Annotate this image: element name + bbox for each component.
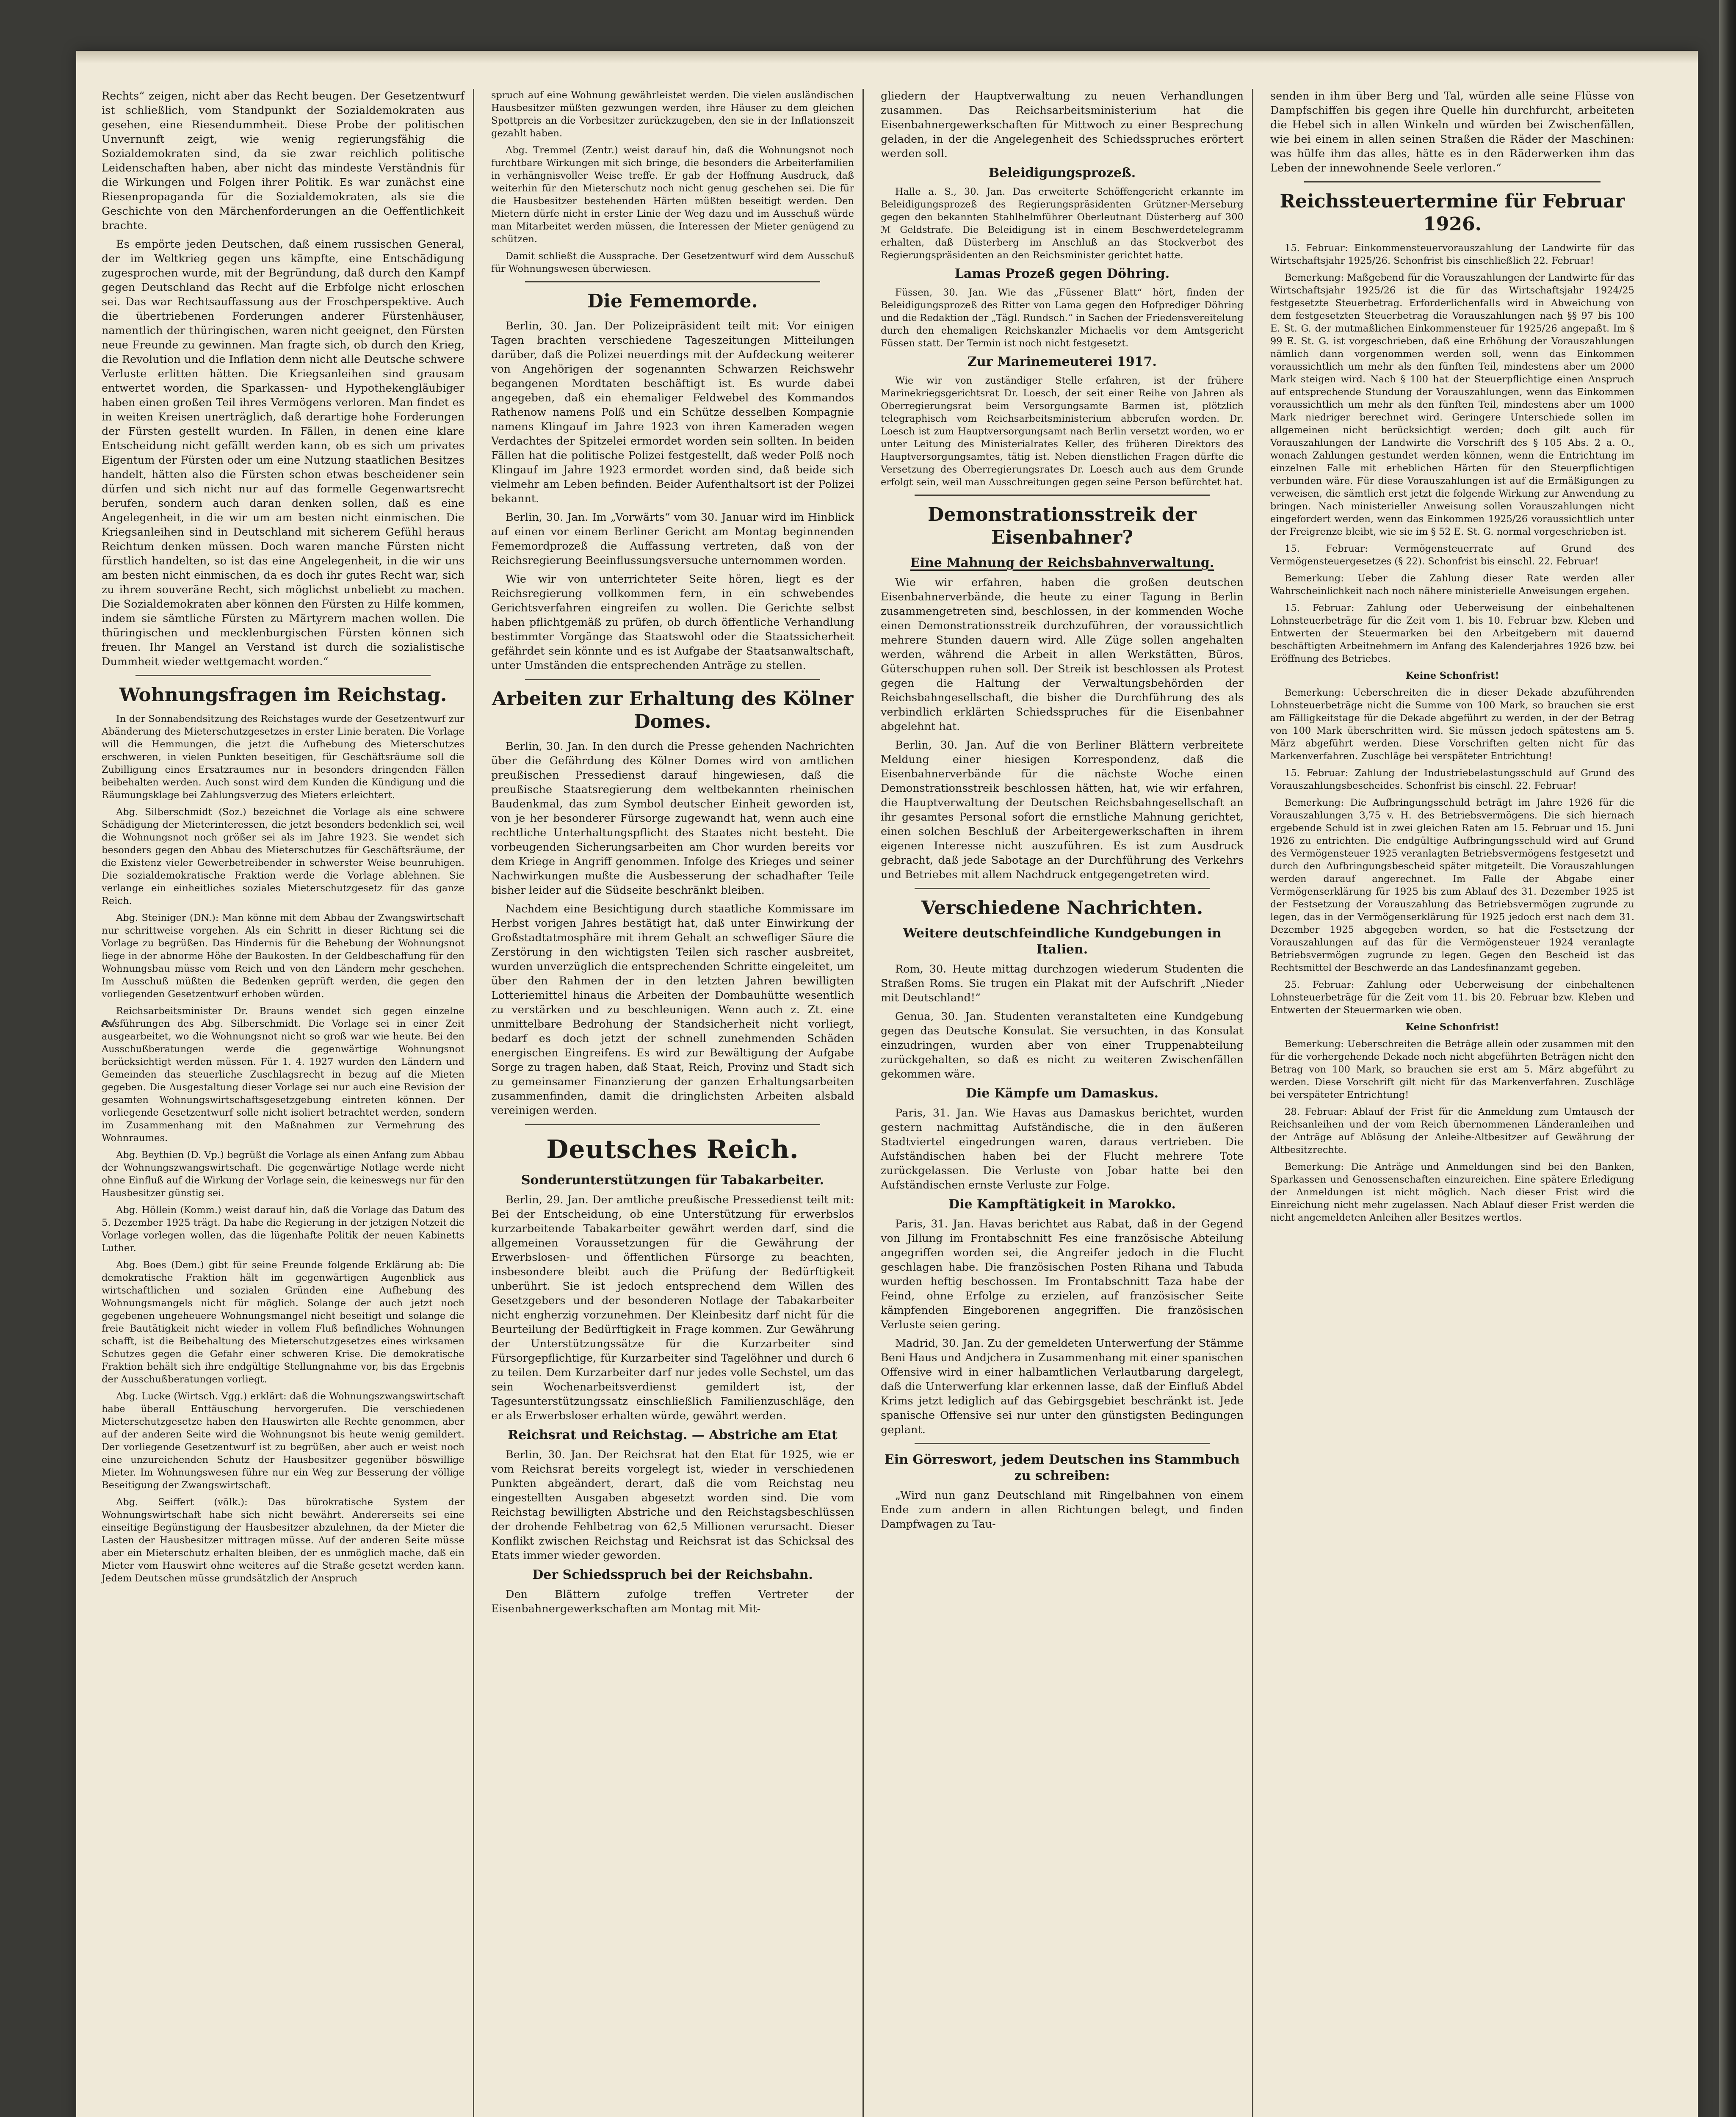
article-paragraph: senden in ihm über Berg und Tal, würden alle seine Flüsse von Dampfschiffen bis gegen ihre Quelle hin durchfurcht, arbeiteten die Hebel sich in allen Winkeln und würden bei Zwischenfällen, wie bei einem in allen seinen Straßen die Räder der Maschinen: was hülfe ihm das alles, hätte es in den Räderwerken ihm das Leben der innewohnende Seele verloren.“ <box>1270 90 1634 174</box>
page-top-edge <box>76 51 1698 64</box>
column-1 <box>97 89 474 2117</box>
section-divider <box>525 679 820 680</box>
subhead-goerreswort: Ein Görreswort, jedem Deutschen ins Stammbuch zu schreiben: <box>884 1452 1240 1483</box>
subhead-reichsrat: Reichsrat und Reichstag. — Abstriche am Etat <box>508 1428 838 1443</box>
tax-item: 25. Februar: Zahlung oder Ueberweisung der einbehaltenen Lohnsteuerbeträge für die Zeit vom 11. bis 20. Februar bzw. Kleben und Entwerten der Steuermarken wie oben. <box>1270 979 1634 1016</box>
article-paragraph: Reichsarbeitsminister Dr. Brauns wendet sich gegen einzelne Ausführungen des Abg. Silberschmidt. Die Vorlage sei in einer Zeit ausgearbeitet, wo die Wohnungsnot nicht so groß war wie heute. Bei den Ausschußberatungen werde die gegenwärtige Wohnungsnot berücksichtigt werden müssen. Für 1. 4. 1927 wurden den Ländern und Gemeinden das steuerliche Zuschlagsrecht in bezug auf die Mieten gegeben. Die Ausgestaltung dieser Vorlage sei nur auch eine Revision der gesamten Wohnungswirtschaftsgesetzgebung eintreten können. Der vorliegende Gesetzentwurf solle nicht isoliert betrachtet werden, sondern im Zusammenhang mit den Maßnahmen zur Vermehrung des Wohnraumes. <box>102 1006 464 1144</box>
article-paragraph: Nachdem eine Besichtigung durch staatliche Kommissare im Herbst vorigen Jahres bestätigt hat, daß unter Einwirkung der Großstadtatmosphäre mit ihrem Gehalt an schwefliger Säure die Zerstörung in den wichtigsten Teilen sich rascher ausbreitet, wurden unverzüglich die entsprechenden Schritte eingeleitet, um über den Rahmen der in den letzten Jahren bewilligten Lotteriemittel hinaus die Arbeiten der Dombauhütte wesentlich zu verstärken und zu beschleunigen. Wenn auch z. Zt. eine unmittelbare Bedrohung der Standsicherheit nicht vorliegt, bedarf es doch jetzt der schnell zunehmenden Schäden energischen Eingreifens. Es wird zur Bewältigung der Aufgabe Sorge zu tragen haben, daß Staat, Reich, Provinz und Stadt sich zu gemeinsamer Finanzierung der ganzen Erhaltungsarbeiten zusammenfinden, damit die dringlichsten Arbeiten alsbald vereinigen werden. <box>491 903 854 1117</box>
subhead-italien: Weitere deutschfeindliche Kundgebungen in Italien. <box>903 926 1222 957</box>
no-grace-period-note: Keine Schonfrist! <box>1405 1022 1499 1033</box>
article-paragraph: Halle a. S., 30. Jan. Das erweiterte Schöffengericht erkannte im Beleidigungsprozeß des Regierungspräsidenten Grützner-Merseburg gegen den bekannten Stahlhelmführer Oberleutnant Düsterberg auf 300 ℳ Geldstrafe. Die Beleidigung ist in einem Beschwerdetelegramm erhalten, daß Düsterberg im Anschluß an das Stockverbot des Regierungspräsidenten an den Reichsminister gerichtet hatte. <box>881 186 1244 261</box>
article-paragraph: Berlin, 30. Jan. Im „Vorwärts“ vom 30. Januar wird im Hinblick auf einen vor einem Berliner Gericht am Montag beginnenden Fememordprozeß die Auffassung vertreten, daß von der Reichsregierung Beeinflussungsversuche unternommen worden. <box>491 511 854 567</box>
scanner-edge <box>1719 0 1736 2117</box>
section-divider <box>135 675 431 676</box>
headline-demonstrationsstreik: Demonstrationsstreik der Eisenbahner? <box>928 504 1197 548</box>
article-paragraph: Berlin, 30. Jan. Der Polizeipräsident teilt mit: Vor einigen Tagen brachten verschiedene Tageszeitungen Mitteilungen darüber, daß die Polizei neuerdings mit der Aufdeckung weiterer von Angehörigen der sogenannten Schwarzen Reichswehr begangenen Mordtaten beschäftigt ist. Es wurde dabei angegeben, daß ein ehemaliger Feldwebel des Kommandos Rathenow namens Polß und ein Schütze desselben Kompagnie namens Klingauf im Jahre 1923 von ihren Kameraden wegen Verdachtes der Spitzelei ermordet worden sein sollten. In beiden Fällen hat die politische Polizei festgestellt, daß weder Polß noch Klingauf im Jahre 1923 ermordet worden sind, daß beide sich vielmehr am Leben befinden. Beider Aufenthaltsort ist der Polizei bekannt. <box>491 320 854 505</box>
subhead-beleidigungsprozess: Beleidigungsprozeß. <box>988 166 1136 180</box>
article-paragraph: Den Blättern zufolge treffen Vertreter der Eisenbahnergewerkschaften am Montag mit Mit- <box>491 1588 854 1615</box>
article-paragraph: Abg. Höllein (Komm.) weist darauf hin, daß die Vorlage das Datum des 5. Dezember 1925 trägt. Da habe die Regierung in der jetzigen Notzeit die Vorlage vorlegen wollen, das die lügenhafte Politik der neuen Kabinetts Luther. <box>102 1205 464 1254</box>
tax-note: Bemerkung: Ueberschreiten die in dieser Dekade abzuführenden Lohnsteuerbeträge nicht die Summe von 100 Mark, so brauchen sie erst am Fälligkeitstage für die Dekade abgeführt zu werden, in der der Betrag von 100 Mark überschritten wird. Sie müssen jedoch spätestens am 5. März abgeführt werden. Diese Vorschriften gelten nicht für das Markenverfahren. Zuschläge bei verspäteter Entrichtung! <box>1270 687 1634 762</box>
tax-note: Bemerkung: Maßgebend für die Vorauszahlungen der Landwirte für das Wirtschaftsjahr 1925/26 ist die für das Wirtschaftsjahr 1924/25 festgesetzte Steuerbetrag. Erforderlichenfalls wird in Abweichung von dem festgesetzten Steuerbetrag die Vorauszahlungen nach §§ 97 bis 100 E. St. G. der mutmaßlichen Einkommensteuer für 1925/26 angepaßt. Im § 99 E. St. G. ist vorgeschrieben, daß eine Erhöhung der Vorauszahlungen nämlich dann vorgenommen werden soll, wenn das Einkommen voraussichtlich um mehr als den fünften Teil, mindestens aber um 2000 Mark steigen wird. Nach § 100 hat der Steuerpflichtige einen Anspruch auf entsprechende Stundung der Vorauszahlungen, wenn das Einkommen voraussichtlich um mehr als den fünften Teil, mindestens aber um 1000 Mark niedriger berechnet wird. Geringere Unterschiede sollen im allgemeinen nicht berücksichtigt werden; doch gilt auch für Vorauszahlungen der Landwirte die Vorschrift des § 105 Abs. 2 a. O., wonach Zahlungen gestundet werden können, wenn die Entrichtung im einzelnen Falle mit erheblichen Härten für den Steuerpflichtigen verbunden wäre. Für diese Vorauszahlungen ist auf die Ermäßigungen zu verweisen, die sämtlich erst jetzt die folgende Wirkung zur Anwendung zu bringen. Nach ministerieller Anweisung sollen Vorauszahlungen nicht eingefordert werden, wenn das Einkommen 1925/26 voraussichtlich unter der Freigrenze bleibt, wie sie im § 52 E. St. G. normal vorgeschrieben ist. <box>1270 272 1634 537</box>
column-2 <box>487 89 864 2117</box>
article-paragraph: Paris, 31. Jan. Havas berichtet aus Rabat, daß in der Gegend von Jillung im Frontabschnitt Fes eine französische Abteilung angegriffen worden sei, die Angreifer jedoch in die Flucht geschlagen habe. Die französischen Posten Rihana und Tabuda wurden heftig beschossen. Im Frontabschnitt Taza habe der Feind, ohne Erfolge zu erzielen, auf französischer Seite kämpfenden Eingeborenen angegriffen. Die französischen Verluste seien gering. <box>881 1218 1244 1331</box>
section-divider <box>525 281 820 282</box>
tax-note: Bemerkung: Ueber die Zahlung dieser Rate werden aller Wahrscheinlichkeit nach noch nähere ministerielle Anweisungen ergehen. <box>1270 573 1634 597</box>
article-paragraph: Damit schließt die Aussprache. Der Gesetzentwurf wird dem Ausschuß für Wohnungswesen überwiesen. <box>491 251 854 274</box>
article-paragraph: Rom, 30. Heute mittag durchzogen wiederum Studenten die Straßen Roms. Sie trugen ein Plakat mit der Aufschrift „Nieder mit Deutschland!“ <box>881 963 1244 1004</box>
section-divider <box>915 495 1210 496</box>
subhead-schiedsspruch: Der Schiedsspruch bei der Reichsbahn. <box>532 1567 813 1582</box>
no-grace-period-note: Keine Schonfrist! <box>1405 670 1499 681</box>
tax-note: Bemerkung: Die Aufbringungsschuld beträgt im Jahre 1926 für die Vorauszahlungen 3,75 v. H. des Betriebsvermögens. Die sich hiernach ergebende Schuld ist in zwei gleichen Raten am 15. Februar und 15. Juni 1926 zu entrichten. Die endgültige Aufbringungsschuld wird auf Grund des Vermögensteuer 1925 veranlagten Betriebsvermögens festgesetzt und durch den Aufbringungsbescheid später mitgeteilt. Die Vorauszahlungen werden darauf angerechnet. Im Falle der Abgabe einer Vermögenserklärung für 1925 bis zum Ablauf des 31. Dezember 1925 ist der Festsetzung der Vorauszahlung das Betriebsvermögen zugrunde zu legen, das in der Vermögenserklärung für 1925 jedoch erst nach dem 31. Dezember 1925 abgegeben worden, so hat die Festsetzung der Vorauszahlungen auf das für die Vermögensteuer 1924 veranlagte Betriebsvermögen zugrunde zu legen. Gegen den Bescheid ist das Rechtsmittel der Beschwerde an das Landesfinanzamt gegeben. <box>1270 797 1634 973</box>
article-paragraph: Wie wir von unterrichteter Seite hören, liegt es der Reichsregierung vollkommen fern, in ein schwebendes Gerichtsverfahren eingreifen zu wollen. Die Gerichte selbst haben pflichtgemäß zu prüfen, ob durch öffentliche Verhandlung bestimmter Vorgänge das Staatswohl oder die Staatssicherheit gefährdet sein könnte und es ist Aufgabe der Staatsanwaltschaft, unter Umständen die entsprechenden Anträge zu stellen. <box>491 573 854 672</box>
article-paragraph: In der Sonnabendsitzung des Reichstages wurde der Gesetzentwurf zur Abänderung des Mieterschutzgesetzes in erster Linie beraten. Die Vorlage will die Hemmungen, die jetzt die Aufhebung des Mieterschutzes erschweren, in vielen Punkten beseitigen, für Geschäftsräume soll die Zubilligung eines Ersatzraumes nur in besonders dringenden Fällen beibehalten werden. Auch sonst wird dem Kunden die Kündigung und die Räumungsklage bei Zahlungsverzug des Mieters erleichtert. <box>102 713 464 801</box>
subhead-damaskus: Die Kämpfe um Damaskus. <box>965 1086 1159 1101</box>
article-paragraph: Wie wir von zuständiger Stelle erfahren, ist der frühere Marinekriegsgerichtsrat Dr. Loesch, der seit einer Reihe von Jahren als Oberregierungsrat beim Versorgungsamte Barmen ist, plötzlich telegraphisch vom Reichsarbeitsministerium abberufen worden. Dr. Loesch ist zum Hauptversorgungsamt nach Berlin versetzt worden, wo er unter Leitung des Ministerialrates Keller, des früheren Direktors des Hauptversorgungsamtes, tätig ist. Neben dienstlichen Fragen dürfte die Versetzung des Oberregierungsrates Dr. Loesch auch aus dem Grunde erfolgt sein, weil man Ausschreitungen gegen seine Person befürchtet hat. <box>881 375 1244 488</box>
column-4 <box>1266 89 1643 2117</box>
section-divider <box>1304 181 1601 182</box>
headline-fememorde: Die Fememorde. <box>587 290 758 312</box>
article-paragraph: Abg. Lucke (Wirtsch. Vgg.) erklärt: daß die Wohnungszwangswirtschaft habe überall Enttäuschung hervorgerufen. Die verschiedenen Mieterschutzgesetze haben den Hauswirten alle Rechte genommen, aber auf der anderen Seite wird die Wohnungsnot bis heute wenig gemildert. Der vorliegende Gesetzentwurf ist zu begrüßen, aber auch er weist noch eine unzureichenden Schutz der Hausbesitzer gegenüber böswillige Mieter. Im Wohnungswesen führe nur ein Weg zur Besserung der völlige Beseitigung der Zwangswirtschaft. <box>102 1391 464 1491</box>
article-paragraph: Wie wir erfahren, haben die großen deutschen Eisenbahnerverbände, die heute zu einer Tagung in Berlin zusammengetreten sind, beschlossen, in der kommenden Woche einen Demonstrationsstreik durchzuführen, der voraussichtlich mehrere Stunden dauern wird. Alle Züge sollen angehalten werden, während die Arbeit in allen Werkstätten, Büros, Güterschuppen ruhen soll. Der Streik ist beschlossen als Protest gegen die Haltung der Verwaltungsbehörden der Reichsbahngesellschaft, die bisher die Durchführung des als verbindlich erklärten Schiedsspruches für die Eisenbahner abgelehnt hat. <box>881 576 1244 733</box>
headline-reichssteuertermine: Reichssteuertermine für Februar 1926. <box>1280 191 1625 235</box>
subhead-marokko: Die Kampftätigkeit in Marokko. <box>948 1197 1176 1212</box>
tax-item: 15. Februar: Zahlung oder Ueberweisung der einbehaltenen Lohnsteuerbeträge für die Zeit vom 1. bis 10. Februar bzw. Kleben und Entwerten der Steuermarken bei den Arbeitgebern mit dauernd beschäftigten Arbeitnehmern im Anfang des Kalenderjahres 1926 bzw. bei Eröffnung des Betriebes. <box>1270 602 1634 664</box>
tax-note: Bemerkung: Ueberschreiten die Beträge allein oder zusammen mit den für die vorhergehende Dekade noch nicht abgeführten Beträgen nicht den Betrag von 100 Mark, so brauchen sie erst am 5. März abgeführt zu werden. Diese Vorschrift gilt nicht für das Markenverfahren. Zuschläge bei verspäteter Entrichtung! <box>1270 1039 1634 1100</box>
subhead-tabakarbeiter: Sonderunterstützungen für Tabakarbeiter. <box>521 1173 824 1188</box>
subhead-lama-prozess: Lamas Prozeß gegen Döhring. <box>954 266 1170 281</box>
article-paragraph: Rechts“ zeigen, nicht aber das Recht beugen. Der Gesetzentwurf ist schließlich, vom Standpunkt der Sozialdemokraten aus gesehen, eine Riesendummheit. Diese Probe der politischen Unvernunft zeigt, wie wenig regierungsfähig die Sozialdemokraten sind, da sie zwar reichlich politische Leidenschaften haben, aber nicht das mindeste Verständnis für die Wirkungen und Folgen ihrer Politik. Es war zunächst eine Riesenpropaganda für die Sozialdemokraten, als sie die Geschichte von den Märchenforderungen an die Oeffentlichkeit brachte. <box>102 90 464 232</box>
subhead-marinemeuterei: Zur Marinemeuterei 1917. <box>968 354 1157 369</box>
newspaper-page <box>76 51 1698 2117</box>
article-paragraph: Abg. Steiniger (DN.): Man könne mit dem Abbau der Zwangswirtschaft nur schrittweise vorgehen. Als ein Schritt in dieser Richtung sei die Vorlage zu begrüßen. Das Hindernis für die Behebung der Wohnungsnot liege in der abnorme Höhe der Baukosten. In der Geldbeschaffung für den Wohnungsbau müsse vom Reich und von den Ländern mehr geschehen. Im Ausschuß müßten die Bedenken geprüft werden, die gegen den vorliegenden Gesetzentwurf erhoben würden. <box>102 912 464 1000</box>
column-3 <box>876 89 1253 2117</box>
article-paragraph: Berlin, 29. Jan. Der amtliche preußische Pressedienst teilt mit: Bei der Entscheidung, ob eine Unterstützung für erwerbslos kurzarbeitende Tabakarbeiter gewährt werden darf, sind die allgemeinen Voraussetzungen für die Gewährung der Erwerbslosen- und öffentlichen Fürsorge zu beachten, insbesondere bleibt auch die Prüfung der Bedürftigkeit unberührt. Sie ist jedoch entsprechend dem Willen des Gesetzgebers und der besonderen Notlage der Tabakarbeiter nicht engherzig vorzunehmen. Der Kleinbesitz darf nicht für die Beurteilung der Bedürftigkeit in Frage kommen. Zur Gewährung der Unterstützungssätze für die Kurzarbeiter sind Fürsorgepflichtige, für Kurzarbeiter sind Tagelöhner und durch 6 zu teilen. Dem Kurzarbeiter darf nur jedes volle Sechstel, um das sein Wochenarbeitsverdienst gemildert ist, der Tagesunterstützungssatz einschließlich Familienzuschläge, den er als Erwerbsloser erhalten würde, gewährt werden. <box>491 1194 854 1422</box>
article-paragraph: Abg. Silberschmidt (Soz.) bezeichnet die Vorlage als eine schwere Schädigung der Mieterinteressen, die jetzt besonders bedenklich sei, weil die Wohnungsnot noch größer sei als im Jahre 1923. Sie wendet sich besonders gegen den Abbau des Mieterschutzes für Geschäftsräume, der die Existenz vieler Gewerbetreibender in schwerster Weise beunruhigen. Die sozialdemokratische Fraktion werde die Vorlage ablehnen. Sie verlange ein einheitliches soziales Mieterschutzgesetz für das ganze Reich. <box>102 807 464 906</box>
tax-item: 15. Februar: Zahlung der Industriebelastungsschuld auf Grund des Vorauszahlungsbescheides. Schonfrist bis einschl. 22. Februar! <box>1270 768 1634 791</box>
headline-deutsches-reich: Deutsches Reich. <box>546 1135 799 1164</box>
tax-item: 15. Februar: Vermögensteuerrate auf Grund des Vermögensteuergesetzes (§ 22). Schonfrist bis einschl. 22. Februar! <box>1270 543 1634 567</box>
article-paragraph: Berlin, 30. Jan. Der Reichsrat hat den Etat für 1925, wie er vom Reichsrat bereits vorgelegt ist, wieder in verschiedenen Punkten abgeändert, derart, daß die vom Reichstag neu eingestellten Ausgaben abgesetzt worden sind. Die vom Reichstag bewilligten Abstriche und den Reichstagsbeschlüssen der drohende Fehlbetrag von 62,5 Millionen verursacht. Dieser Konflikt zwischen Reichstag und Reichsrat ist das Schicksal des Etats immer wieder geworden. <box>491 1448 854 1562</box>
article-paragraph: gliedern der Hauptverwaltung zu neuen Verhandlungen zusammen. Das Reichsarbeitsministerium hat die Eisenbahnergewerkschaften für Mittwoch zu einer Besprechung geladen, in der die Angelegenheit des Schiedsspruches erörtert werden soll. <box>881 90 1244 160</box>
article-paragraph: Abg. Beythien (D. Vp.) begrüßt die Vorlage als einen Anfang zum Abbau der Wohnungszwangswirtschaft. Die gegenwärtige Notlage werde nicht ohne Einfluß auf die Wirkung der Vorlage sein, die keineswegs nur für den Hausbesitzer günstig sei. <box>102 1150 464 1199</box>
article-paragraph: Berlin, 30. Jan. In den durch die Presse gehenden Nachrichten über die Gefährdung des Kölner Domes wird von amtlichen preußischen Pressedienst darauf hingewiesen, daß die preußische Staatsregierung dem weltbekannten rheinischen Baudenkmal, das zum Symbol deutscher Einheit geworden ist, von je her besonderer Fürsorge zugewandt hat, wenn auch eine rechtliche Unterhaltungspflicht des Staates nicht besteht. Die vorbeugenden Sicherungsarbeiten am Chor wurden bereits vor dem Kriege in Angriff genommen. Infolge des Krieges und seiner Nachwirkungen mußte die Ausbesserung der schadhafter Teile bisher leider auf die Südseite beschränkt bleiben. <box>491 740 854 897</box>
article-paragraph: Füssen, 30. Jan. Wie das „Füssener Blatt“ hört, finden der Beleidigungsprozeß des Ritter von Lama gegen den Hofprediger Döhring und die Redaktion der „Tägl. Rundsch.“ in Sachen der Friedensvereitelung durch den ehemaligen Reichskanzler Michaelis vor dem Amtsgericht Füssen statt. Der Termin ist noch nicht festgesetzt. <box>881 287 1244 349</box>
pencil-mark-icon <box>99 1014 118 1032</box>
column-grid <box>97 89 1672 2117</box>
article-paragraph: „Wird nun ganz Deutschland mit Ringelbahnen von einem Ende zum andern in allen Richtungen belegt, und finden Dampfwagen zu Tau- <box>881 1489 1244 1531</box>
article-paragraph: Madrid, 30. Jan. Zu der gemeldeten Unterwerfung der Stämme Beni Haus und Andjchera in Zusammenhang mit einer spanischen Offensive wird in einer halbamtlichen Verlautbarung dargelegt, daß die Unterwerfung klar erkennen lasse, daß der Einfluß Abdel Krims jetzt lediglich auf das Gebirgsgebiet beschränkt ist. Jede spanische Offensive sei nur unter den günstigsten Bedingungen geplant. <box>881 1337 1244 1436</box>
article-paragraph: Abg. Tremmel (Zentr.) weist darauf hin, daß die Wohnungsnot noch furchtbare Wirkungen mit sich bringe, die besonders die Arbeiterfamilien in verhängnisvoller Weise treffe. Er gab der Hoffnung Ausdruck, daß weiterhin für den Mieterschutz noch nicht genug geschehen sei. Die für die Hausbesitzer bestehenden Härten müßten beseitigt werden. Den Mietern dürfe nicht in erster Linie der Weg dazu und im Ausschuß würde man Mitarbeitet werden müssen, die Interessen der Mieter genügend zu schützen. <box>491 145 854 245</box>
section-divider <box>915 888 1210 889</box>
section-divider <box>915 1443 1210 1444</box>
article-paragraph: Berlin, 30. Jan. Auf die von Berliner Blättern verbreitete Meldung einer hiesigen Korrespondenz, daß die Eisenbahnerverbände für die nächste Woche einen Demonstrationsstreik beschlossen hätten, hat, wie wir erfahren, die Hauptverwaltung der Deutschen Reichsbahngesellschaft an ihr gesamtes Personal sofort die ernstliche Mahnung gerichtet, einen solchen Beschluß der Arbeitergewerkschaften in ihrem eigenen Interesse nicht auszuführen. Es ist zum Ausdruck gebracht, daß jede Sabotage an der Durchführung des Verkehrs und Betriebes mit allem Nachdruck entgegengetreten wird. <box>881 739 1244 881</box>
headline-verschiedene-nachrichten: Verschiedene Nachrichten. <box>921 897 1203 919</box>
article-paragraph: spruch auf eine Wohnung gewährleistet werden. Die vielen ausländischen Hausbesitzer müßten gezwungen werden, ihre Häuser zu dem gleichen Spottpreis an die Vorbesitzer zurückzugeben, den sie in der Inflationszeit gezahlt haben. <box>491 90 854 139</box>
tax-item: 15. Februar: Einkommensteuervorauszahlung der Landwirte für das Wirtschaftsjahr 1925/26. Schonfrist bis einschließlich 22. Februar! <box>1270 243 1634 266</box>
article-paragraph: Abg. Seiffert (völk.): Das bürokratische System der Wohnungswirtschaft habe sich nicht bewährt. Andererseits sei eine einseitige Begünstigung der Hausbesitzer abzulehnen, da der Mieter die Lasten der Hausbesitzer mittragen müsse. Auf der anderen Seite müsse aber ein Mieterschutz erhalten bleiben, der es unmöglich mache, daß ein Mieter vom Hauswirt ohne weiteres auf die Straße gesetzt werden kann. Jedem Deutschen müsse grundsätzlich der Anspruch <box>102 1497 464 1584</box>
tax-item: 28. Februar: Ablauf der Frist für die Anmeldung zum Umtausch der Reichsanleihen und der vom Reich übernommenen Länderanleihen und der Anträge auf Ablösung der Anleihe-Altbesitzer auf Gewährung der Altbesitzrechte. <box>1270 1106 1634 1155</box>
article-paragraph: Paris, 31. Jan. Wie Havas aus Damaskus berichtet, wurden gestern nachmittag Aufständische, die in den äußeren Stadtviertel eingedrungen waren, daraus vertrieben. Die Aufständischen haben bei der Flucht mehrere Tote zurückgelassen. Die Verluste von Jobar hatte bei den Aufständischen ernste Verluste zur Folge. <box>881 1107 1244 1191</box>
section-divider <box>525 1124 820 1125</box>
article-paragraph: Abg. Boes (Dem.) gibt für seine Freunde folgende Erklärung ab: Die demokratische Fraktion hält im gegenwärtigen Augenblick aus wirtschaftlichen und sozialen Gründen eine Aufhebung des Wohnungsmangels nicht für möglich. Solange der auch jetzt noch gegebenen ungeheuere Wohnungsmangel nicht beseitigt und solange die freie Bautätigkeit nicht wieder in vollem Fluß befindliches Wohnungen schafft, ist die Beibehaltung des Mieterschutzgesetzes eines wirksamen Schutzes gegen die Gefahr einer schweren Krise. Die demokratische Fraktion behält sich ihre endgültige Stellungnahme vor, bis das Ergebnis der Ausschußberatungen vorliegt. <box>102 1260 464 1385</box>
subhead-mahnung: Eine Mahnung der Reichsbahnverwaltung. <box>910 556 1214 570</box>
headline-wohnungsfragen: Wohnungsfragen im Reichstag. <box>119 684 447 706</box>
tax-note: Bemerkung: Die Anträge und Anmeldungen sind bei den Banken, Sparkassen und Genossenschaften einzureichen. Eine spätere Erledigung der Anmeldungen ist nicht möglich. Nach dieser Frist wird die Einreichung nicht mehr zugelassen. Nach Ablauf dieser Frist werden die nicht angemeldeten Anleihen aller Besitzes wertlos. <box>1270 1161 1634 1223</box>
headline-koelner-dom: Arbeiten zur Erhaltung des Kölner Domes. <box>492 688 854 732</box>
article-paragraph: Es empörte jeden Deutschen, daß einem russischen General, der im Weltkrieg gegen uns kämpfte, eine Entschädigung zugesprochen wurde, mit der Begründung, daß durch den Kampf gegen Deutschland das Recht auf die Erbfolge nicht erloschen sei. Das war Rechtsauffassung aus der Froschperspektive. Auch die übertriebenen Forderungen anderer Fürstenhäuser, namentlich der thüringischen, waren nicht geeignet, den Fürsten neue Freunde zu gewinnen. Man fragte sich, ob durch den Krieg, die Revolution und die Inflation denn nicht alle Deutsche schwere Verluste erlitten hätten. Die Kriegsanleihen sind grausam entwertet worden, die Sparkassen- und Hypothekengläubiger haben einen großen Teil ihres Vermögens verloren. Man findet es in weiten Kreisen unerträglich, daß derartige hohe Forderungen der Fürsten gestellt wurden. In Fällen, in denen eine klare Entscheidung nicht gefällt werden kann, ob es sich um privates Eigentum der Fürsten oder um eine Nutzung staatlichen Besitzes handelt, hätten also die Fürsten schon etwas bescheidener sein dürfen und sich nicht nur auf das formelle Gegenwartsrecht berufen, sondern auch daran denken sollen, daß es eine Angelegenheit, in die wir um am besten nicht einmischen. Die Kriegsanleihen sind in Deutschland mit sicherem Gefühl heraus Reichtum denken müssen. Doch waren manche Fürsten nicht fürstlich handelten, so ist das eine Angelegenheit, in die wir uns am besten nicht einmischen, da es doch ihr gutes Recht war, sich zu ihrem souveräne Recht, sich möglichst unbeliebt zu machen. Die Sozialdemokraten aber können den Fürsten zu Hilfe kommen, indem sie sämtliche Fürsten zu Märtyrern machen wollen. Die thüringischen und mecklenburgischen Fürsten können sich freuen. Ihr Mangel an Verstand ist durch die sozialistische Dummheit wieder wettgemacht worden.“ <box>102 238 464 668</box>
article-paragraph: Genua, 30. Jan. Studenten veranstalteten eine Kundgebung gegen das Deutsche Konsulat. Sie versuchten, in das Konsulat einzudringen, wurden aber von einer Truppenabteilung zurückgehalten, so daß es nicht zu weiteren Zwischenfällen gekommen wäre. <box>881 1010 1244 1081</box>
